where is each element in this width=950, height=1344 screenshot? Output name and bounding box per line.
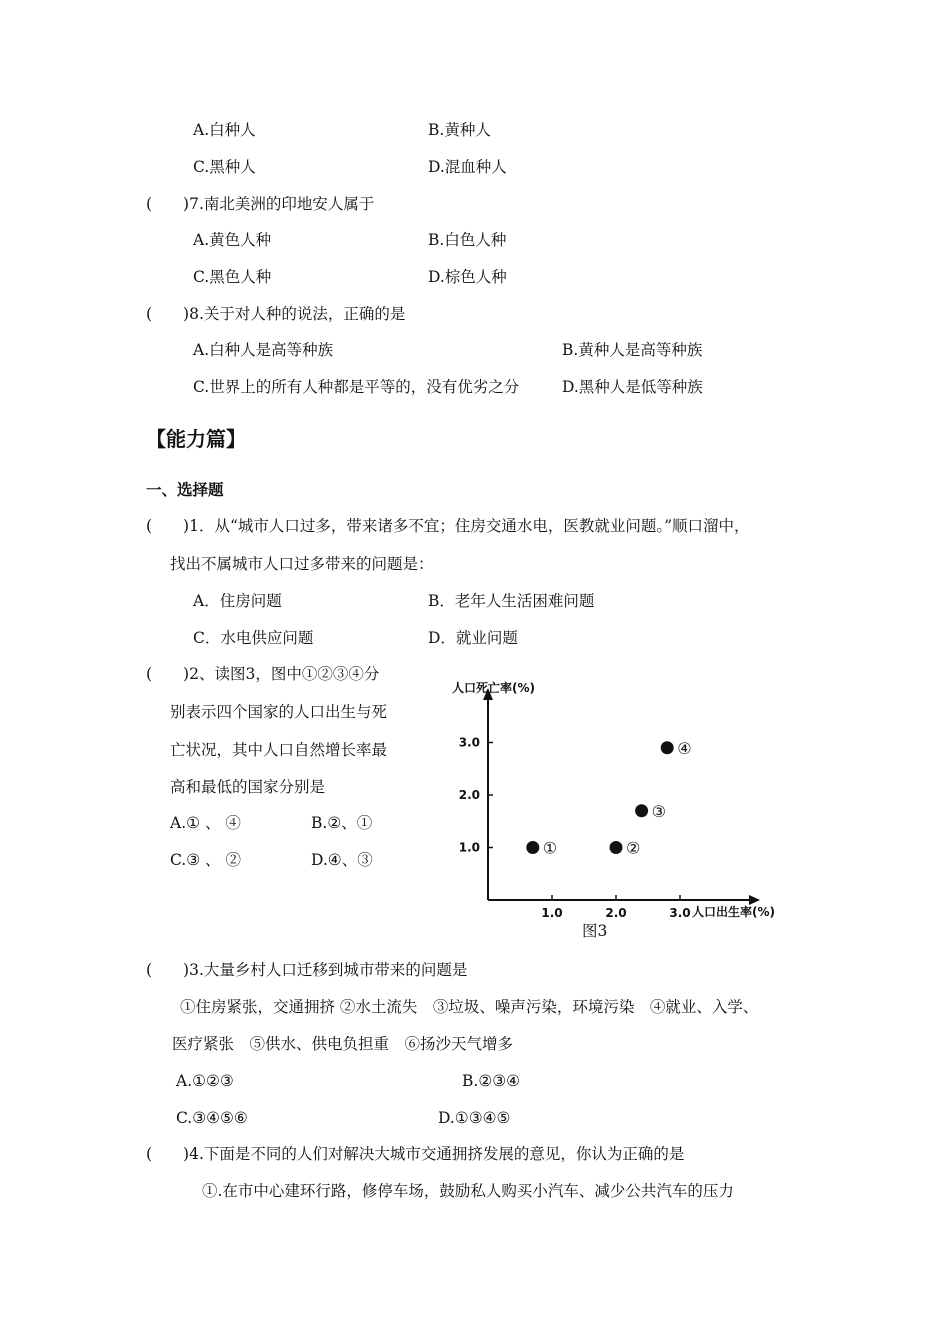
q7-option-c: C.黑色人种 xyxy=(193,268,272,286)
x-tick-label: 3.0 xyxy=(669,906,691,920)
x-tick-label: 1.0 xyxy=(541,906,563,920)
y-tick-label: 2.0 xyxy=(458,788,480,802)
q6-option-d: D.混血种人 xyxy=(428,158,507,176)
subsection-title: 一、选择题 xyxy=(146,481,224,499)
y-tick-label: 1.0 xyxy=(458,840,480,855)
q8-option-d: D.黑种人是低等种族 xyxy=(562,378,703,396)
y-axis-label: 人口死亡率(%) xyxy=(452,681,535,695)
figure-caption: 图3 xyxy=(582,922,608,940)
ab3-option-c: C.③④⑤⑥ xyxy=(176,1109,248,1127)
ab3-option-a: A.①②③ xyxy=(176,1072,234,1090)
ab3-items-line1: ①住房紧张，交通拥挤 ②水土流失 ③垃圾、噪声污染，环境污染 ④就业、入学、 xyxy=(180,998,759,1016)
data-point-label-4: ④ xyxy=(677,738,692,758)
ab2-option-b: B.②、① xyxy=(311,814,373,832)
q7-option-d: D.棕色人种 xyxy=(428,268,507,286)
data-point-label-3: ③ xyxy=(651,801,666,821)
q8-option-c: C.世界上的所有人种都是平等的，没有优劣之分 xyxy=(193,378,520,396)
q7-option-a: A.黄色人种 xyxy=(193,231,272,249)
chart-points xyxy=(526,739,691,858)
ab1-option-d: D．就业问题 xyxy=(428,629,518,647)
x-tick-label: 2.0 xyxy=(605,906,627,920)
y-tick-label: 3.0 xyxy=(458,735,480,750)
data-point-4 xyxy=(661,741,674,754)
ab1-option-a: A．住房问题 xyxy=(193,592,282,610)
q7-option-b: B.白色人种 xyxy=(428,231,507,249)
ab3-stem: ( )3.大量乡村人口迁移到城市带来的问题是 xyxy=(146,961,468,979)
ab2-option-c: C.③ 、 ② xyxy=(170,851,241,869)
q8-stem: ( )8.关于对人种的说法，正确的是 xyxy=(146,305,406,323)
chart-ticks xyxy=(459,736,691,921)
ab3-option-d: D.①③④⑤ xyxy=(438,1109,511,1127)
data-point-label-2: ② xyxy=(626,838,641,858)
ab1-option-b: B．老年人生活困难问题 xyxy=(428,592,595,610)
q7-stem: ( )7.南北美洲的印地安人属于 xyxy=(146,195,375,213)
q8-option-b: B.黄种人是高等种族 xyxy=(562,341,703,359)
q6-option-c: C.黑种人 xyxy=(193,158,256,176)
chart-axes xyxy=(452,680,775,919)
x-axis-arrow xyxy=(749,895,760,905)
ab2-line3: 亡状况，其中人口自然增长率最 xyxy=(170,741,388,759)
data-point-1 xyxy=(526,841,539,854)
ab3-option-b: B.②③④ xyxy=(462,1072,521,1090)
ab4-item1: ①.在市中心建环行路，修停车场，鼓励私人购买小汽车、减少公共汽车的压力 xyxy=(202,1182,734,1200)
ab1-stem-line2: 找出不属城市人口过多带来的问题是： xyxy=(170,555,434,573)
ab1-option-c: C．水电供应问题 xyxy=(193,629,314,647)
ab2-option-d: D.④、③ xyxy=(311,851,373,869)
q6-option-b: B.黄种人 xyxy=(428,121,491,139)
x-axis-label: 人口出生率(%) xyxy=(692,905,775,919)
birth-death-rate-chart xyxy=(440,670,790,930)
data-point-2 xyxy=(610,841,623,854)
ab2-line1: ( )2、读图3，图中①②③④分 xyxy=(146,665,380,683)
ab2-option-a: A.① 、 ④ xyxy=(170,814,241,832)
q8-option-a: A.白种人是高等种族 xyxy=(193,341,334,359)
ab1-stem-line1: ( )1．从“城市人口过多，带来诸多不宜；住房交通水电，医教就业问题。”顺口溜中， xyxy=(146,517,750,535)
q6-option-a: A.白种人 xyxy=(193,121,256,139)
data-point-label-1: ① xyxy=(542,838,558,858)
section-title: 【能力篇】 xyxy=(146,427,246,451)
ab4-stem: ( )4.下面是不同的人们对解决大城市交通拥挤发展的意见，你认为正确的是 xyxy=(146,1145,685,1163)
ab2-line2: 别表示四个国家的人口出生与死 xyxy=(170,703,388,721)
ab2-line4: 高和最低的国家分别是 xyxy=(170,778,326,796)
data-point-3 xyxy=(635,804,648,817)
ab3-items-line2: 医疗紧张 ⑤供水、供电负担重 ⑥扬沙天气增多 xyxy=(172,1035,514,1053)
